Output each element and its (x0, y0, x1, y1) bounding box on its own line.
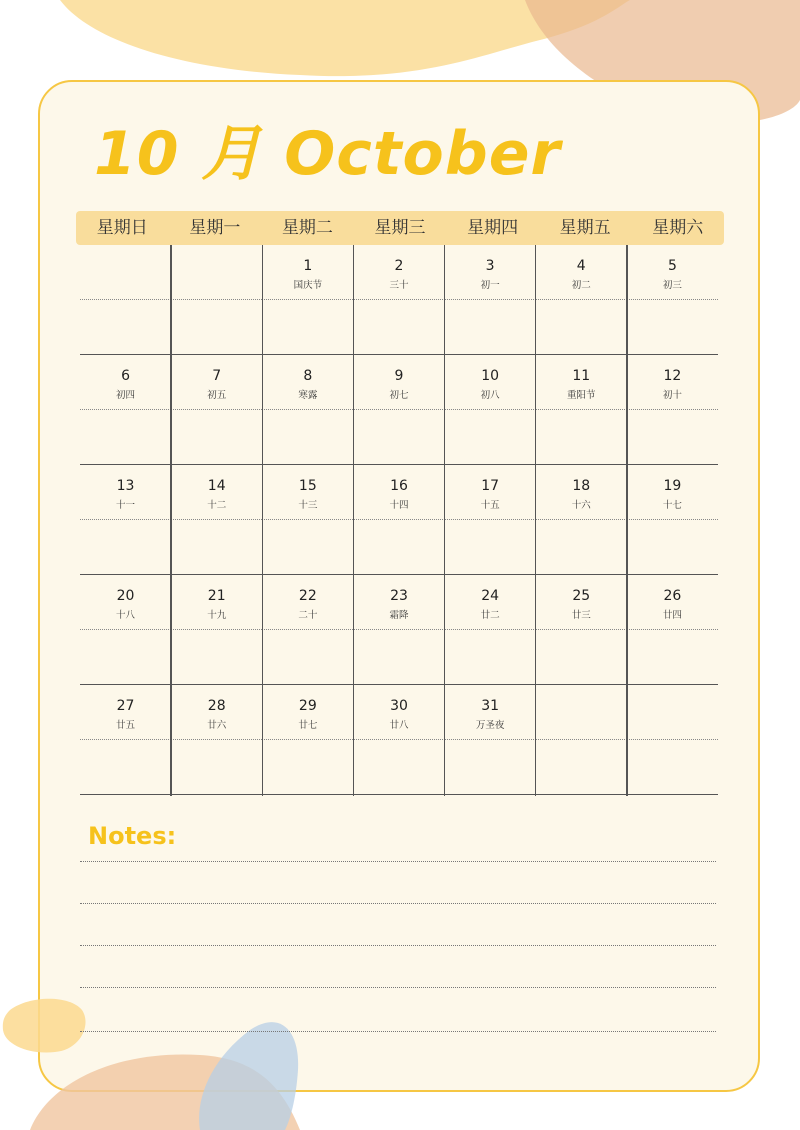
cell-divider (171, 629, 262, 630)
decorative-blob-bottom (0, 990, 320, 1130)
cell-divider (262, 299, 353, 300)
day-number: 2 (394, 258, 404, 274)
day-number: 26 (663, 588, 682, 604)
lunar-date: 廿五 (116, 720, 136, 731)
lunar-date: 二十 (298, 610, 318, 621)
lunar-date: 寒露 (298, 390, 318, 401)
lunar-date: 十四 (389, 500, 409, 511)
day-number: 3 (485, 258, 495, 274)
day-number: 12 (663, 368, 682, 384)
lunar-date: 初七 (389, 390, 409, 401)
day-cell[interactable] (353, 685, 444, 795)
calendar-grid (80, 245, 718, 796)
cell-divider (445, 739, 536, 740)
day-number: 20 (116, 588, 135, 604)
cell-divider (262, 739, 353, 740)
day-cell[interactable] (627, 355, 718, 465)
day-number: 21 (207, 588, 226, 604)
day-number: 11 (572, 368, 591, 384)
day-cell[interactable] (536, 685, 627, 795)
lunar-date: 三十 (389, 280, 409, 291)
day-cell[interactable] (445, 685, 536, 795)
cell-divider (536, 299, 627, 300)
weekday-label: 星期五 (559, 218, 611, 238)
day-cell[interactable] (171, 355, 262, 465)
cell-divider (536, 519, 627, 520)
day-cell[interactable] (171, 575, 262, 685)
cell-divider (171, 409, 262, 410)
cell-divider (353, 299, 444, 300)
column-divider (444, 245, 446, 796)
day-number: 24 (481, 588, 500, 604)
day-number: 4 (576, 258, 586, 274)
lunar-date: 初五 (207, 390, 227, 401)
day-number: 17 (481, 478, 500, 494)
day-cell[interactable] (445, 245, 536, 355)
day-cell[interactable] (80, 575, 171, 685)
day-cell[interactable] (262, 575, 353, 685)
note-line (80, 861, 716, 862)
column-divider (262, 245, 264, 796)
column-divider (353, 245, 355, 796)
lunar-date: 廿二 (480, 610, 500, 621)
day-number: 10 (481, 368, 500, 384)
cell-divider (445, 519, 536, 520)
day-cell[interactable] (353, 355, 444, 465)
day-cell[interactable] (627, 685, 718, 795)
day-number: 7 (212, 368, 222, 384)
cell-divider (627, 519, 718, 520)
lunar-date: 十二 (207, 500, 227, 511)
lunar-date: 廿三 (571, 610, 591, 621)
lunar-date: 十三 (298, 500, 318, 511)
cell-divider (171, 299, 262, 300)
day-cell[interactable] (262, 355, 353, 465)
day-cell[interactable] (445, 575, 536, 685)
lunar-date: 廿四 (662, 610, 682, 621)
day-number: 5 (667, 258, 677, 274)
weekday-header (76, 211, 724, 245)
cell-divider (262, 629, 353, 630)
cell-divider (262, 409, 353, 410)
cell-divider (445, 629, 536, 630)
cell-divider (627, 739, 718, 740)
day-number: 6 (121, 368, 131, 384)
day-number: 15 (298, 478, 317, 494)
cell-divider (536, 409, 627, 410)
day-cell[interactable] (80, 355, 171, 465)
notes-label: Notes: (88, 822, 177, 850)
lunar-date: 初十 (662, 390, 682, 401)
lunar-date: 十七 (662, 500, 682, 511)
lunar-date: 初八 (480, 390, 500, 401)
week-row (80, 245, 718, 355)
cell-divider (536, 739, 627, 740)
cell-divider (171, 739, 262, 740)
day-number: 1 (303, 258, 313, 274)
cell-divider (627, 299, 718, 300)
day-cell[interactable] (171, 685, 262, 795)
day-cell[interactable] (445, 355, 536, 465)
day-cell[interactable] (262, 685, 353, 795)
lunar-date: 初三 (662, 280, 682, 291)
lunar-date: 廿七 (298, 720, 318, 731)
day-number: 29 (298, 698, 317, 714)
weekday-label: 星期六 (652, 218, 704, 238)
lunar-date: 初二 (571, 280, 591, 291)
week-row (80, 685, 718, 795)
note-line (80, 987, 716, 988)
day-number: 19 (663, 478, 682, 494)
day-number: 16 (390, 478, 408, 494)
day-cell[interactable] (353, 245, 444, 355)
day-number: 31 (481, 698, 500, 714)
cell-divider (80, 629, 171, 630)
cell-divider (353, 739, 444, 740)
day-cell[interactable] (80, 245, 171, 355)
lunar-date: 十六 (571, 500, 591, 511)
page-title: 10 月 October (94, 119, 561, 189)
column-divider (170, 245, 172, 796)
day-cell[interactable] (627, 245, 718, 355)
day-cell[interactable] (353, 575, 444, 685)
day-cell[interactable] (536, 465, 627, 575)
day-cell[interactable] (80, 685, 171, 795)
week-row (80, 465, 718, 575)
cell-divider (80, 739, 171, 740)
day-cell[interactable] (353, 465, 444, 575)
cell-divider (627, 629, 718, 630)
day-number: 25 (572, 588, 591, 604)
column-divider (626, 245, 628, 796)
lunar-date: 重阳节 (567, 390, 596, 401)
day-cell[interactable] (536, 245, 627, 355)
cell-divider (262, 519, 353, 520)
week-row (80, 575, 718, 685)
day-number: 9 (394, 368, 404, 384)
column-divider (535, 245, 537, 796)
day-cell[interactable] (536, 575, 627, 685)
day-number: 30 (390, 698, 408, 714)
lunar-date: 初一 (480, 280, 500, 291)
cell-divider (80, 409, 171, 410)
day-number: 27 (116, 698, 135, 714)
weekday-label: 星期一 (189, 218, 241, 238)
lunar-date: 十五 (480, 500, 500, 511)
lunar-date: 万圣夜 (475, 720, 505, 731)
day-cell[interactable] (262, 465, 353, 575)
cell-divider (80, 519, 171, 520)
cell-divider (171, 519, 262, 520)
lunar-date: 廿六 (207, 720, 227, 731)
day-cell[interactable] (171, 245, 262, 355)
lunar-date: 十八 (116, 610, 136, 621)
cell-divider (80, 299, 171, 300)
day-number: 23 (390, 588, 408, 604)
lunar-date: 霜降 (389, 610, 409, 621)
cell-divider (353, 629, 444, 630)
cell-divider (536, 629, 627, 630)
day-number: 22 (298, 588, 317, 604)
note-line (80, 945, 716, 946)
cell-divider (627, 409, 718, 410)
day-number: 13 (116, 478, 135, 494)
note-line (80, 903, 716, 904)
day-cell[interactable] (627, 575, 718, 685)
cell-divider (353, 519, 444, 520)
day-number: 14 (207, 478, 226, 494)
day-cell[interactable] (80, 465, 171, 575)
weekday-label: 星期三 (374, 218, 426, 238)
cell-divider (445, 409, 536, 410)
lunar-date: 国庆节 (293, 280, 323, 291)
day-number: 28 (207, 698, 226, 714)
weekday-label: 星期日 (96, 218, 148, 238)
note-line (80, 1031, 716, 1032)
day-cell[interactable] (627, 465, 718, 575)
lunar-date: 廿八 (389, 720, 409, 731)
week-row (80, 355, 718, 465)
weekday-label: 星期四 (467, 218, 519, 238)
day-cell[interactable] (171, 465, 262, 575)
lunar-date: 十一 (116, 500, 136, 511)
weekday-label: 星期二 (281, 218, 333, 238)
cell-divider (353, 409, 444, 410)
lunar-date: 初四 (116, 390, 136, 401)
lunar-date: 十九 (207, 610, 227, 621)
day-number: 18 (572, 478, 591, 494)
day-cell[interactable] (262, 245, 353, 355)
day-cell[interactable] (445, 465, 536, 575)
day-cell[interactable] (536, 355, 627, 465)
cell-divider (445, 299, 536, 300)
day-number: 8 (303, 368, 313, 384)
